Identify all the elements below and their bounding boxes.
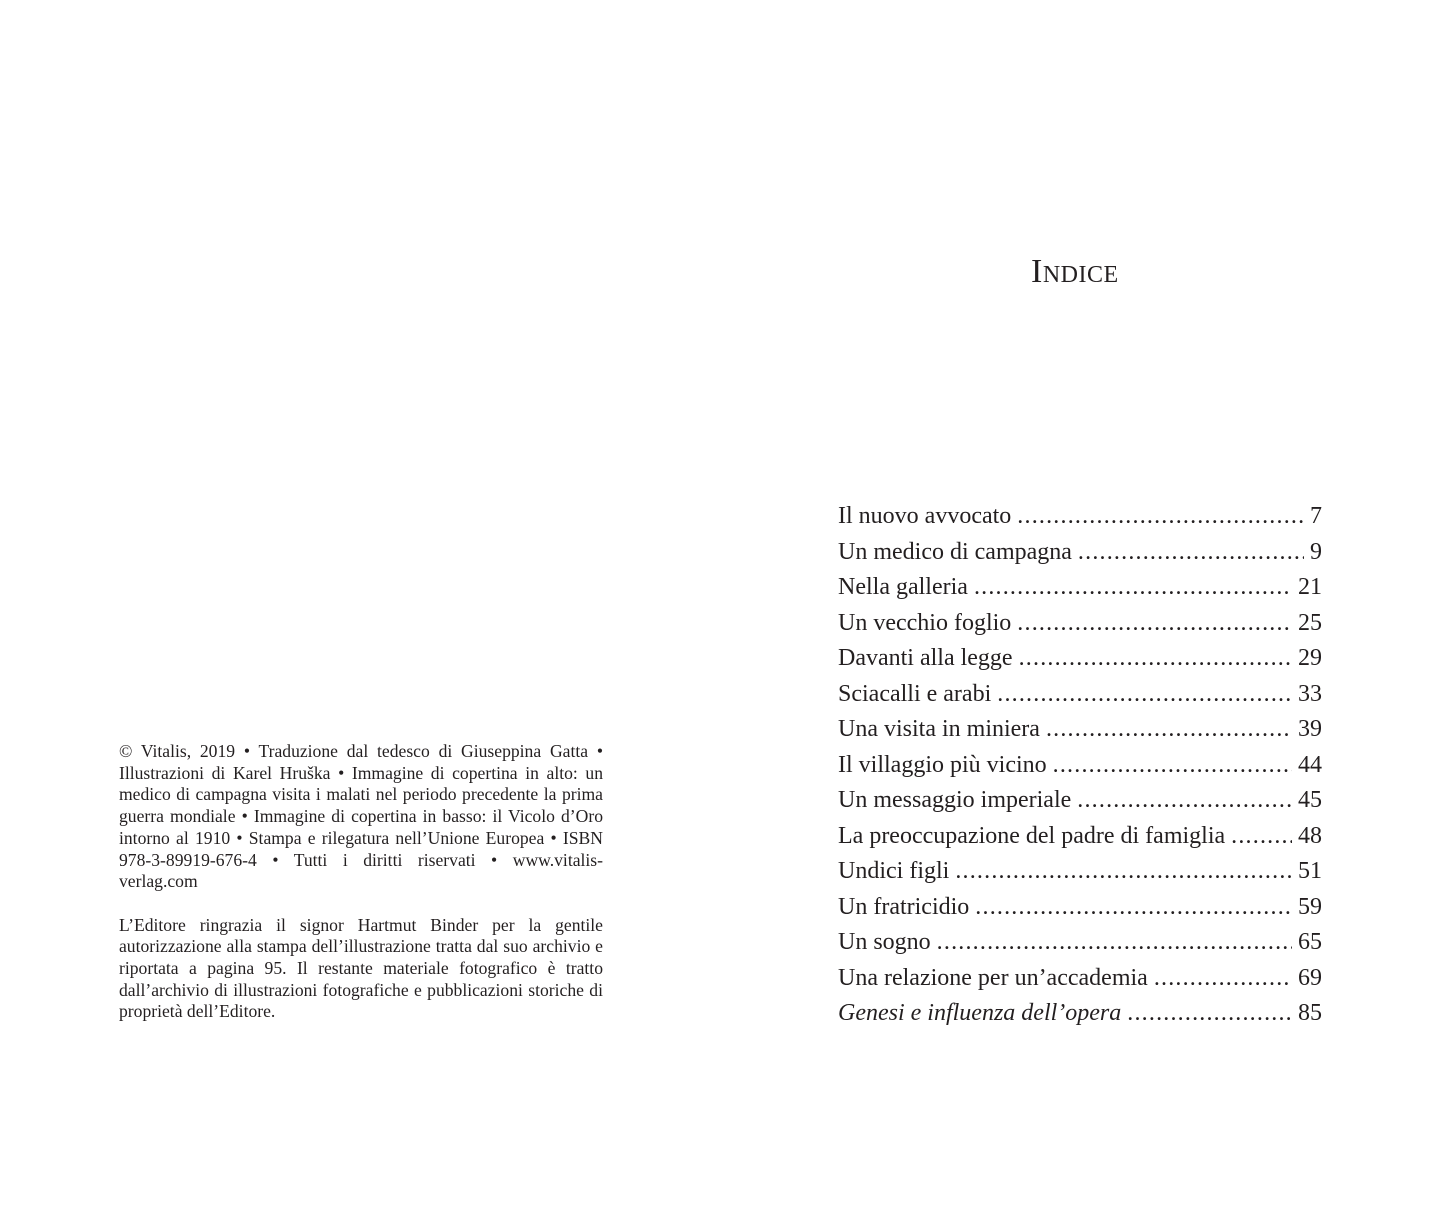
toc-entry-page: 9 bbox=[1310, 538, 1322, 565]
toc-dot-leader bbox=[1019, 641, 1292, 677]
toc-entry-title: Genesi e influenza dell’opera bbox=[838, 1000, 1122, 1026]
toc-dot-leader bbox=[1017, 606, 1292, 642]
toc-entry[interactable] bbox=[838, 854, 1322, 890]
toc-entry-page: 59 bbox=[1298, 893, 1322, 920]
toc-entry-page: 45 bbox=[1298, 787, 1322, 813]
toc-entry-page: 39 bbox=[1298, 716, 1322, 742]
toc-dot-leader bbox=[937, 925, 1292, 961]
toc-entry-page: 85 bbox=[1298, 1000, 1322, 1026]
toc-entry-title: Un sogno bbox=[838, 929, 931, 955]
imprint-block bbox=[119, 741, 603, 1023]
toc-entry-title: Sciacalli e arabi bbox=[838, 680, 992, 707]
imprint-acknowledgement: L’Editore ringrazia il signor Hartmut Binder per la gentile autorizzazione alla stampa dell’illustrazione tratta dal suo archivio e riportata a pagina 95. Il restante materiale fotografico è tratto dall’archivio di illustrazioni fotografiche e pubblicazioni storiche di proprietà dell’Editore. bbox=[119, 914, 603, 1022]
toc-entry[interactable] bbox=[838, 641, 1322, 677]
toc-entry-afterword[interactable] bbox=[838, 996, 1322, 1032]
toc-entry[interactable] bbox=[838, 606, 1322, 642]
toc-entry[interactable] bbox=[838, 890, 1322, 926]
table-of-contents bbox=[838, 499, 1322, 1032]
toc-entry[interactable] bbox=[838, 783, 1322, 819]
toc-entry-title: Un medico di campagna bbox=[838, 538, 1072, 565]
toc-entry[interactable] bbox=[838, 570, 1322, 606]
toc-entry[interactable] bbox=[838, 819, 1322, 855]
toc-dot-leader bbox=[1046, 712, 1292, 748]
toc-dot-leader bbox=[1154, 961, 1292, 997]
toc-dot-leader bbox=[1077, 783, 1292, 819]
toc-entry-title: Il villaggio più vicino bbox=[838, 751, 1047, 778]
toc-entry-title: Davanti alla legge bbox=[838, 645, 1013, 671]
left-page bbox=[0, 0, 720, 1211]
imprint-credits: © Vitalis, 2019 • Traduzione dal tedesco di Giuseppina Gatta • Illustrazioni di Karel Hruška • Immagine di copertina in alto: un medico di campagna visita i malati nel periodo precedente la prima guerra mondiale • Immagine di copertina in basso: il Vicolo d’Oro intorno al 1910 • Stampa e rilegatura nell’Unione Europea • ISBN 978-3-89919-676-4 • Tutti i diritti riservati • www.vitalis-verlag.com bbox=[119, 741, 603, 892]
toc-entry-title: Nella galleria bbox=[838, 574, 968, 600]
toc-dot-leader bbox=[1053, 748, 1292, 784]
toc-entry-page: 29 bbox=[1298, 645, 1322, 671]
toc-dot-leader bbox=[974, 570, 1292, 606]
toc-entry-title: Una visita in miniera bbox=[838, 716, 1040, 742]
toc-entry-page: 25 bbox=[1298, 609, 1322, 636]
toc-entry-page: 44 bbox=[1298, 751, 1322, 778]
toc-entry-page: 7 bbox=[1310, 503, 1322, 529]
toc-entry-page: 33 bbox=[1298, 680, 1322, 707]
toc-entry-title: Una relazione per un’accademia bbox=[838, 964, 1148, 991]
toc-entry-title: Un messaggio imperiale bbox=[838, 787, 1072, 813]
toc-dot-leader bbox=[1017, 499, 1304, 535]
toc-dot-leader bbox=[955, 854, 1292, 890]
index-title: Indice bbox=[1031, 253, 1119, 290]
toc-entry-title: La preoccupazione del padre di famiglia bbox=[838, 822, 1226, 849]
toc-dot-leader bbox=[997, 677, 1292, 713]
toc-entry[interactable] bbox=[838, 499, 1322, 535]
toc-entry[interactable] bbox=[838, 677, 1322, 713]
toc-entry-page: 65 bbox=[1298, 929, 1322, 955]
toc-entry-title: Il nuovo avvocato bbox=[838, 503, 1012, 529]
toc-entry[interactable] bbox=[838, 748, 1322, 784]
toc-dot-leader bbox=[975, 890, 1292, 926]
toc-entry-title: Un vecchio foglio bbox=[838, 609, 1012, 636]
toc-entry-page: 51 bbox=[1298, 858, 1322, 884]
toc-entry-page: 69 bbox=[1298, 964, 1322, 991]
toc-dot-leader bbox=[1127, 996, 1292, 1032]
toc-entry[interactable] bbox=[838, 925, 1322, 961]
toc-entry[interactable] bbox=[838, 712, 1322, 748]
toc-entry-title: Un fratricidio bbox=[838, 893, 970, 920]
toc-entry[interactable] bbox=[838, 961, 1322, 997]
toc-entry-page: 21 bbox=[1298, 574, 1322, 600]
toc-dot-leader bbox=[1078, 535, 1304, 571]
toc-entry-page: 48 bbox=[1298, 822, 1322, 849]
toc-dot-leader bbox=[1231, 819, 1292, 855]
toc-entry[interactable] bbox=[838, 535, 1322, 571]
toc-entry-title: Undici figli bbox=[838, 858, 950, 884]
